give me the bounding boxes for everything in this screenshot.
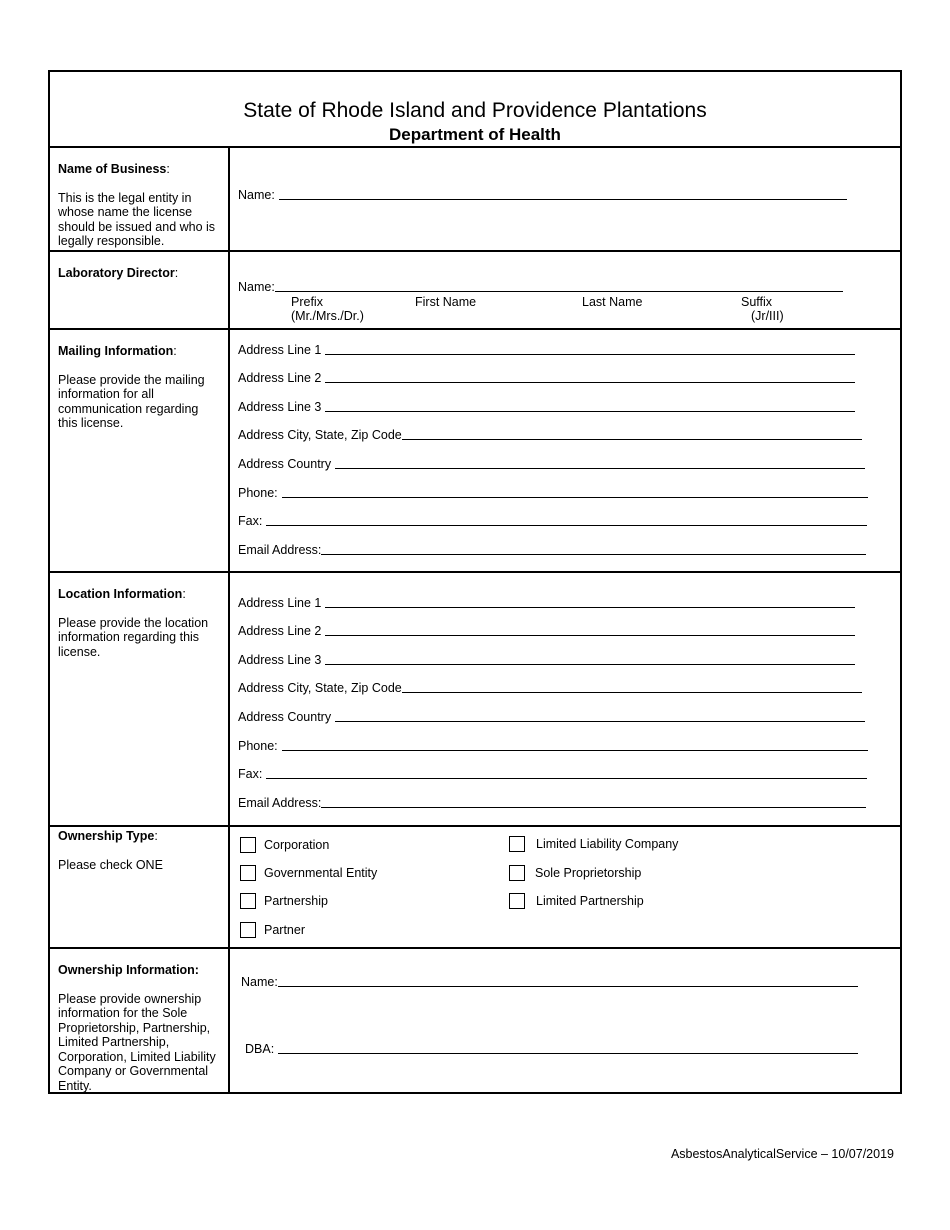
location-input-cell bbox=[230, 573, 900, 825]
mailing-address-line-3-field[interactable] bbox=[238, 400, 855, 414]
partner-label: Partner bbox=[264, 923, 305, 937]
license-form bbox=[48, 70, 902, 1094]
business-section bbox=[50, 148, 900, 252]
llc-label: Limited Liability Company bbox=[536, 837, 679, 851]
corporation-option[interactable] bbox=[240, 837, 329, 853]
location-fax-line[interactable] bbox=[266, 778, 867, 779]
sole-proprietorship-label: Sole Proprietorship bbox=[535, 866, 642, 880]
mailing-email-label: Email Address: bbox=[238, 543, 322, 557]
dba-line[interactable] bbox=[278, 1053, 858, 1054]
business-name-line[interactable] bbox=[279, 199, 847, 200]
location-email-line[interactable] bbox=[321, 807, 866, 808]
mailing-address-line-1-label: Address Line 1 bbox=[238, 343, 322, 357]
limited-partnership-checkbox[interactable] bbox=[509, 893, 525, 909]
location-address-line-1-label: Address Line 1 bbox=[238, 596, 322, 610]
director-name-field[interactable] bbox=[238, 280, 843, 294]
llc-checkbox[interactable] bbox=[509, 836, 525, 852]
mailing-address-line-3-label: Address Line 3 bbox=[238, 400, 322, 414]
location-address-line-3-field[interactable] bbox=[238, 653, 855, 667]
director-name-label: Name: bbox=[238, 280, 275, 294]
mailing-phone-field[interactable] bbox=[238, 486, 868, 500]
owner-name-label: Name: bbox=[241, 975, 278, 989]
partnership-option[interactable] bbox=[240, 893, 328, 909]
sole-proprietorship-option[interactable] bbox=[509, 865, 641, 881]
first-name-label: First Name bbox=[415, 295, 477, 309]
governmental-entity-label: Governmental Entity bbox=[264, 866, 378, 880]
location-address-line-2-label: Address Line 2 bbox=[238, 624, 322, 638]
mailing-section bbox=[50, 330, 900, 573]
ownership-type-description: Please check ONE bbox=[58, 857, 163, 872]
business-description: This is the legal entity in whose name the license should be issued and who is legally responsible. bbox=[58, 190, 216, 248]
partnership-label: Partnership bbox=[264, 894, 328, 908]
mailing-address-line-3-line[interactable] bbox=[325, 411, 855, 412]
ownership-type-heading-colon: : bbox=[154, 829, 158, 843]
location-description: Please provide the location information regarding this license. bbox=[58, 615, 209, 659]
location-address-line-2-line[interactable] bbox=[325, 635, 855, 636]
mailing-country-line[interactable] bbox=[335, 468, 865, 469]
location-phone-label: Phone: bbox=[238, 739, 278, 753]
location-email-field[interactable] bbox=[238, 796, 866, 810]
business-input-cell bbox=[230, 148, 900, 250]
location-country-line[interactable] bbox=[335, 721, 865, 722]
suffix-label bbox=[741, 295, 784, 323]
location-address-line-1-line[interactable] bbox=[325, 607, 855, 608]
director-section bbox=[50, 252, 900, 330]
mailing-address-line-1-field[interactable] bbox=[238, 343, 855, 357]
mailing-city-state-zip-field[interactable] bbox=[238, 428, 862, 442]
limited-partnership-option[interactable] bbox=[509, 893, 644, 909]
location-city-state-zip-line[interactable] bbox=[402, 692, 862, 693]
mailing-city-state-zip-line[interactable] bbox=[402, 439, 862, 440]
sole-proprietorship-checkbox[interactable] bbox=[509, 865, 525, 881]
corporation-checkbox[interactable] bbox=[240, 837, 256, 853]
last-name-label: Last Name bbox=[582, 295, 643, 309]
governmental-entity-checkbox[interactable] bbox=[240, 865, 256, 881]
location-address-line-2-field[interactable] bbox=[238, 624, 855, 638]
business-heading-colon: : bbox=[166, 162, 170, 176]
mailing-input-cell bbox=[230, 330, 900, 571]
mailing-fax-field[interactable] bbox=[238, 514, 867, 528]
location-city-state-zip-label: Address City, State, Zip Code bbox=[238, 681, 402, 695]
mailing-address-line-1-line[interactable] bbox=[325, 354, 855, 355]
location-phone-field[interactable] bbox=[238, 739, 868, 753]
mailing-country-label: Address Country bbox=[238, 457, 332, 471]
mailing-fax-line[interactable] bbox=[266, 525, 867, 526]
ownership-info-description: Please provide ownership information for the Sole Proprietorship, Partnership, Limited Partnership, Corporation, Limited Liability Company or Governmental Entity. bbox=[58, 991, 216, 1093]
location-address-line-3-label: Address Line 3 bbox=[238, 653, 322, 667]
mailing-description: Please provide the mailing information for all communication regarding this license. bbox=[58, 372, 205, 430]
location-fax-field[interactable] bbox=[238, 767, 867, 781]
ownership-type-heading: Ownership Type bbox=[58, 829, 155, 843]
department-title: Department of Health bbox=[389, 125, 561, 144]
prefix-hint: (Mr./Mrs./Dr.) bbox=[291, 309, 364, 323]
director-heading-colon: : bbox=[174, 266, 179, 280]
prefix-text: Prefix bbox=[291, 295, 323, 309]
corporation-label: Corporation bbox=[264, 838, 330, 852]
governmental-entity-option[interactable] bbox=[240, 865, 377, 881]
ownership-info-section bbox=[50, 949, 900, 1092]
owner-name-field[interactable] bbox=[241, 975, 858, 989]
partnership-checkbox[interactable] bbox=[240, 893, 256, 909]
location-heading: Location Information bbox=[58, 587, 183, 601]
mailing-heading-colon: : bbox=[173, 344, 177, 358]
mailing-heading: Mailing Information bbox=[58, 344, 174, 358]
suffix-hint: (Jr/III) bbox=[751, 309, 784, 323]
director-label-cell bbox=[50, 252, 230, 328]
director-input-cell bbox=[230, 252, 900, 328]
mailing-country-field[interactable] bbox=[238, 457, 865, 471]
mailing-address-line-2-field[interactable] bbox=[238, 371, 855, 385]
director-heading: Laboratory Director bbox=[58, 266, 175, 280]
limited-partnership-label: Limited Partnership bbox=[536, 894, 644, 908]
business-name-field[interactable] bbox=[238, 188, 847, 202]
owner-name-line[interactable] bbox=[278, 986, 858, 987]
location-country-label: Address Country bbox=[238, 710, 332, 724]
location-country-field[interactable] bbox=[238, 710, 865, 724]
location-fax-label: Fax: bbox=[238, 767, 263, 781]
business-name-label: Name: bbox=[238, 188, 275, 202]
mailing-address-line-2-line[interactable] bbox=[325, 382, 855, 383]
mailing-fax-label: Fax: bbox=[238, 514, 263, 528]
business-heading: Name of Business bbox=[58, 162, 167, 176]
mailing-phone-label: Phone: bbox=[238, 486, 278, 500]
ownership-info-input-cell bbox=[230, 949, 900, 1092]
location-city-state-zip-field[interactable] bbox=[238, 681, 862, 695]
dba-label: DBA: bbox=[245, 1042, 275, 1056]
suffix-text: Suffix bbox=[741, 295, 773, 309]
state-title: State of Rhode Island and Providence Plantations bbox=[243, 99, 707, 122]
ownership-type-section bbox=[50, 827, 900, 949]
llc-option[interactable] bbox=[509, 836, 678, 852]
form-header bbox=[50, 72, 900, 148]
mailing-label-cell bbox=[50, 330, 230, 571]
location-email-label: Email Address: bbox=[238, 796, 322, 810]
partner-checkbox[interactable] bbox=[240, 922, 256, 938]
ownership-info-label-cell bbox=[50, 949, 230, 1092]
mailing-address-line-2-label: Address Line 2 bbox=[238, 371, 322, 385]
partner-option[interactable] bbox=[240, 922, 305, 938]
location-address-line-3-line[interactable] bbox=[325, 664, 855, 665]
ownership-info-heading: Ownership Information: bbox=[58, 963, 199, 977]
prefix-label bbox=[291, 295, 364, 323]
mailing-email-field[interactable] bbox=[238, 543, 866, 557]
footer-document-id: AsbestosAnalyticalService – 10/07/2019 bbox=[670, 1147, 894, 1161]
business-label-cell bbox=[50, 148, 230, 250]
mailing-city-state-zip-label: Address City, State, Zip Code bbox=[238, 428, 402, 442]
location-section bbox=[50, 573, 900, 827]
director-name-line[interactable] bbox=[275, 291, 843, 292]
ownership-type-label-cell bbox=[50, 827, 230, 947]
location-label-cell bbox=[50, 573, 230, 825]
location-address-line-1-field[interactable] bbox=[238, 596, 855, 610]
dba-field[interactable] bbox=[245, 1042, 858, 1056]
location-heading-colon: : bbox=[182, 587, 186, 601]
mailing-phone-line[interactable] bbox=[282, 497, 868, 498]
location-phone-line[interactable] bbox=[282, 750, 868, 751]
mailing-email-line[interactable] bbox=[321, 554, 866, 555]
ownership-type-options-cell bbox=[230, 827, 900, 947]
